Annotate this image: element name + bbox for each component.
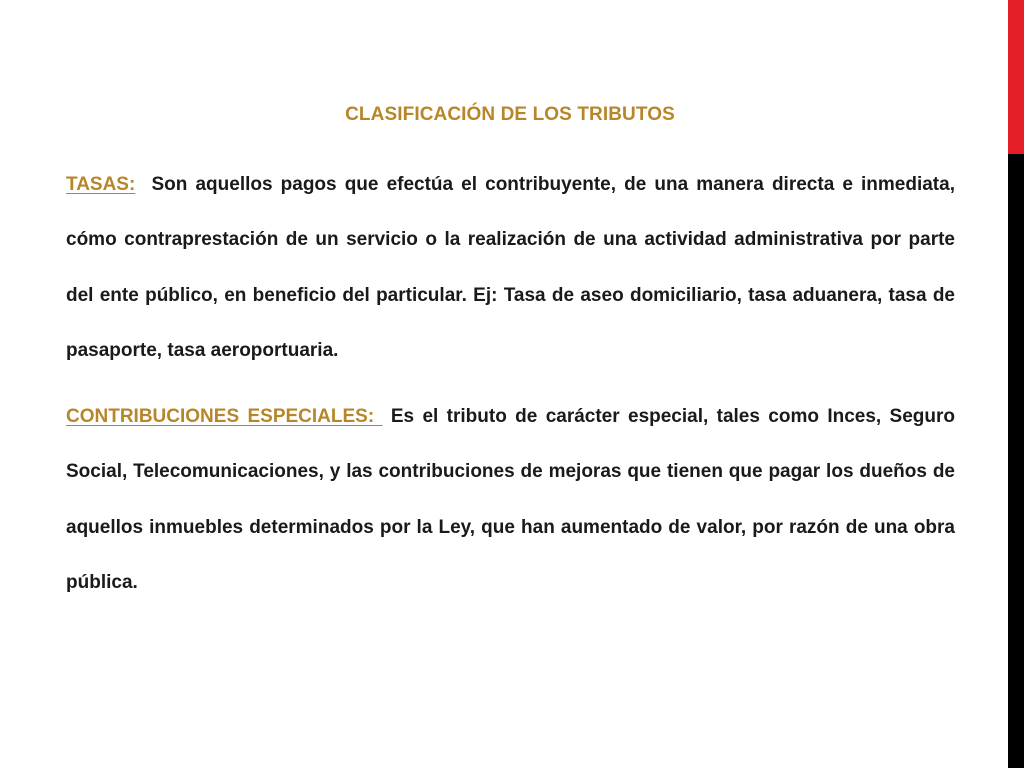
term-contribuciones-especiales: CONTRIBUCIONES ESPECIALES: — [66, 406, 383, 427]
paragraph-tasas — [66, 157, 955, 378]
body-contribuciones: Es el tributo de carácter especial, tales como Inces, Seguro Social, Telecomunicaciones, y las contribuciones de mejoras que tienen que pagar los dueños de aquellos inmuebles determinados por la Ley, que han aumentado de valor, por razón de una obra pública. — [66, 406, 955, 593]
term-tasas-colon: : — [128, 174, 136, 195]
body-tasas: Son aquellos pagos que efectúa el contribuyente, de una manera directa e inmediata, cómo contraprestación de un servicio o la realización de una actividad administrativa por parte del ente público, en beneficio del particular. Ej: Tasa de aseo domiciliario, tasa aduanera, tasa de pasaporte, tasa aeroportuaria. — [66, 174, 955, 361]
right-accent-bar-red — [1008, 0, 1024, 154]
slide-title: CLASIFICACIÓN DE LOS TRIBUTOS — [345, 104, 675, 125]
term-tasas: TASAS — [66, 174, 129, 195]
right-accent-bar-black — [1008, 154, 1024, 768]
paragraph-contribuciones — [66, 389, 955, 610]
